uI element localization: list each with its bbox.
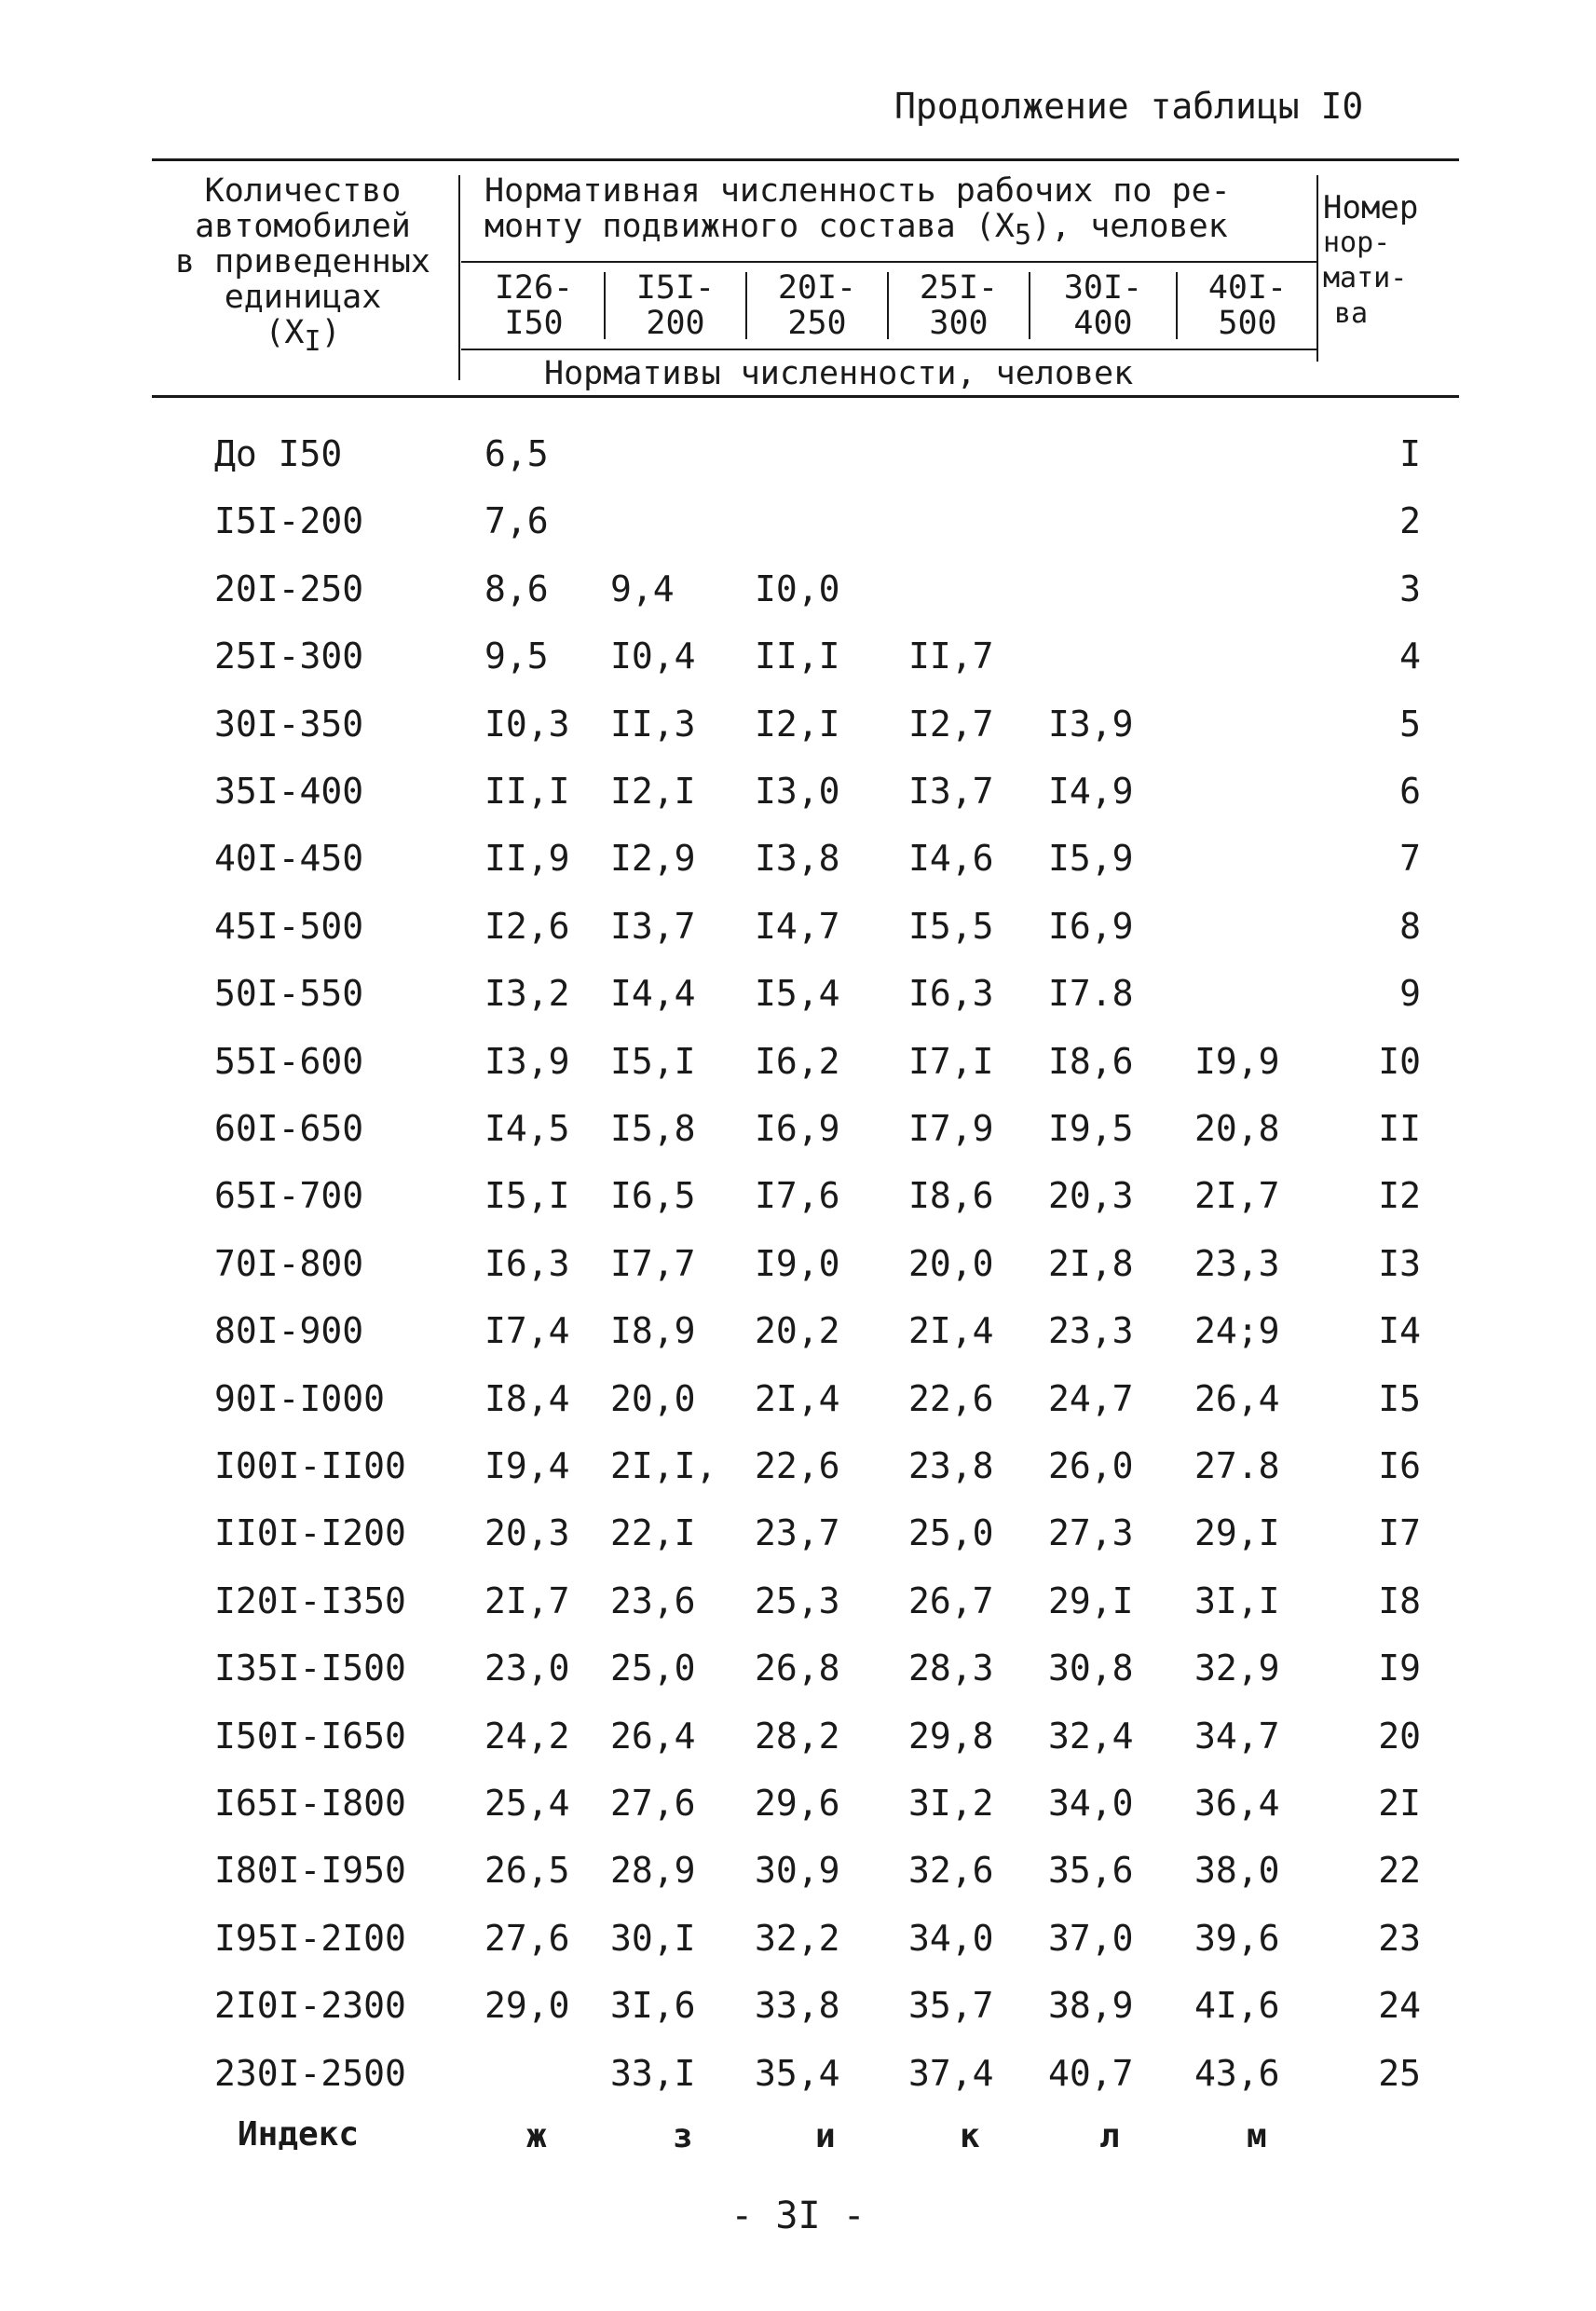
norms-divider-rule bbox=[461, 349, 1318, 350]
table-cell: 3I,6 bbox=[610, 1985, 696, 2026]
table-cell: I4,9 bbox=[1048, 771, 1134, 812]
table-cell: 35,7 bbox=[908, 1985, 994, 2026]
table-cell: 26,4 bbox=[610, 1716, 696, 1757]
table-cell: I6,3 bbox=[484, 1243, 570, 1284]
table-cell: 27.8 bbox=[1194, 1445, 1280, 1486]
table-cell: 29,I bbox=[1194, 1512, 1280, 1553]
table-cell: I8,6 bbox=[1048, 1041, 1134, 1082]
norm-number: I0 bbox=[1378, 1041, 1421, 1082]
norm-number: 3 bbox=[1399, 568, 1421, 609]
table-cell: 23,0 bbox=[484, 1648, 570, 1689]
range-separator bbox=[745, 272, 747, 339]
table-cell: 22,6 bbox=[755, 1445, 840, 1486]
table-cell: 2I,8 bbox=[1048, 1243, 1134, 1284]
norm-number: 7 bbox=[1399, 838, 1421, 879]
table-cell: 38,0 bbox=[1194, 1850, 1280, 1891]
table-cell: 9,5 bbox=[484, 636, 549, 677]
table-cell: 20,3 bbox=[1048, 1175, 1134, 1216]
table-cell: 28,2 bbox=[755, 1716, 840, 1757]
range-header: I5I- 200 bbox=[635, 269, 716, 342]
table-cell: 2I,4 bbox=[908, 1310, 994, 1351]
table-cell: 33,I bbox=[610, 2053, 696, 2094]
normative-column-title: Нормативная численность рабочих по ре- монту подвижного состава $(X_5)$, человек bbox=[484, 172, 1231, 252]
row-label: I20I-I350 bbox=[214, 1580, 406, 1621]
table-cell: 27,3 bbox=[1048, 1512, 1134, 1553]
table-cell: II,I bbox=[755, 636, 840, 677]
table-cell: I9,4 bbox=[484, 1445, 570, 1486]
continuation-title: Продолжение таблицы I0 bbox=[894, 86, 1364, 127]
table-cell: 22,I bbox=[610, 1512, 696, 1553]
norm-number: 24 bbox=[1378, 1985, 1421, 2026]
norm-number: 6 bbox=[1399, 771, 1421, 812]
table-cell: 32,6 bbox=[908, 1850, 994, 1891]
norm-number: 25 bbox=[1378, 2053, 1421, 2094]
table-cell: 9,4 bbox=[610, 568, 675, 609]
norm-number: 20 bbox=[1378, 1716, 1421, 1757]
table-cell: 28,3 bbox=[908, 1648, 994, 1689]
table-cell: I5,8 bbox=[610, 1108, 696, 1149]
table-cell: 3I,I bbox=[1194, 1580, 1280, 1621]
index-row-label: Индекс bbox=[238, 2115, 360, 2154]
table-cell: 39,6 bbox=[1194, 1918, 1280, 1959]
norm-number: I2 bbox=[1378, 1175, 1421, 1216]
table-cell: I3,9 bbox=[1048, 704, 1134, 745]
row-label: I65I-I800 bbox=[214, 1783, 406, 1824]
row-label: До I50 bbox=[214, 433, 343, 474]
table-cell: 25,3 bbox=[755, 1580, 840, 1621]
index-cell: ж bbox=[526, 2117, 547, 2155]
table-cell: 25,0 bbox=[908, 1512, 994, 1553]
norm-number: 8 bbox=[1399, 906, 1421, 947]
row-label: I50I-I650 bbox=[214, 1716, 406, 1757]
table-cell: 26,8 bbox=[755, 1648, 840, 1689]
table-cell: 22,6 bbox=[908, 1378, 994, 1419]
index-cell: з bbox=[673, 2117, 693, 2155]
row-label: 20I-250 bbox=[214, 568, 364, 609]
row-label: 230I-2500 bbox=[214, 2053, 406, 2094]
table-cell: I4,6 bbox=[908, 838, 994, 879]
table-cell: I7,4 bbox=[484, 1310, 570, 1351]
number-column-header: Номер нор- мати- ва bbox=[1323, 189, 1419, 330]
table-cell: 29,I bbox=[1048, 1580, 1134, 1621]
table-cell: I6,5 bbox=[610, 1175, 696, 1216]
range-separator bbox=[1029, 272, 1030, 339]
norm-number: I bbox=[1399, 433, 1421, 474]
table-cell: I2,7 bbox=[908, 704, 994, 745]
table-cell: I7.8 bbox=[1048, 973, 1134, 1014]
table-cell: I5,I bbox=[610, 1041, 696, 1082]
table-cell: I7,I bbox=[908, 1041, 994, 1082]
table-cell: II,7 bbox=[908, 636, 994, 677]
table-cell: II,9 bbox=[484, 838, 570, 879]
table-cell: I8,9 bbox=[610, 1310, 696, 1351]
table-cell: 24,7 bbox=[1048, 1378, 1134, 1419]
table-cell: I9,5 bbox=[1048, 1108, 1134, 1149]
table-cell: 35,6 bbox=[1048, 1850, 1134, 1891]
range-header: 40I- 500 bbox=[1207, 269, 1288, 342]
row-label: 30I-350 bbox=[214, 704, 364, 745]
norm-number: 9 bbox=[1399, 973, 1421, 1014]
index-cell: л bbox=[1099, 2117, 1120, 2155]
row-label: I35I-I500 bbox=[214, 1648, 406, 1689]
row-label: I95I-2I00 bbox=[214, 1918, 406, 1959]
table-cell: I2,I bbox=[755, 704, 840, 745]
table-cell: 20,3 bbox=[484, 1512, 570, 1553]
table-cell: I5,5 bbox=[908, 906, 994, 947]
table-cell: I2,6 bbox=[484, 906, 570, 947]
row-label: I00I-II00 bbox=[214, 1445, 406, 1486]
index-cell: к bbox=[960, 2117, 980, 2155]
table-cell: I3,2 bbox=[484, 973, 570, 1014]
norm-number: I3 bbox=[1378, 1243, 1421, 1284]
table-cell: 34,0 bbox=[1048, 1783, 1134, 1824]
table-cell: 29,0 bbox=[484, 1985, 570, 2026]
table-cell: I8,6 bbox=[908, 1175, 994, 1216]
table-cell: 2I,I, bbox=[610, 1445, 717, 1486]
table-cell: 25,0 bbox=[610, 1648, 696, 1689]
table-cell: I2,9 bbox=[610, 838, 696, 879]
table-cell: I3,7 bbox=[610, 906, 696, 947]
header-separator-left bbox=[458, 175, 460, 380]
table-cell: 23,6 bbox=[610, 1580, 696, 1621]
table-cell: 23,8 bbox=[908, 1445, 994, 1486]
table-cell: 43,6 bbox=[1194, 2053, 1280, 2094]
table-cell: 20,0 bbox=[610, 1378, 696, 1419]
table-cell: 8,6 bbox=[484, 568, 549, 609]
table-cell: 26,4 bbox=[1194, 1378, 1280, 1419]
table-cell: 26,5 bbox=[484, 1850, 570, 1891]
table-cell: I5,I bbox=[484, 1175, 570, 1216]
table-cell: 29,6 bbox=[755, 1783, 840, 1824]
table-cell: 20,2 bbox=[755, 1310, 840, 1351]
table-cell: 23,7 bbox=[755, 1512, 840, 1553]
table-cell: I6,9 bbox=[755, 1108, 840, 1149]
table-cell: 4I,6 bbox=[1194, 1985, 1280, 2026]
table-cell: 33,8 bbox=[755, 1985, 840, 2026]
norm-number: I4 bbox=[1378, 1310, 1421, 1351]
table-cell: I3,0 bbox=[755, 771, 840, 812]
norm-number: 22 bbox=[1378, 1850, 1421, 1891]
table-cell: I3,7 bbox=[908, 771, 994, 812]
range-divider-rule bbox=[461, 261, 1318, 263]
table-cell: 2I,7 bbox=[1194, 1175, 1280, 1216]
header-separator-right bbox=[1316, 175, 1318, 362]
table-cell: I5,4 bbox=[755, 973, 840, 1014]
table-cell: I7,7 bbox=[610, 1243, 696, 1284]
norm-number: 2 bbox=[1399, 500, 1421, 541]
row-label: 35I-400 bbox=[214, 771, 364, 812]
table-cell: 30,I bbox=[610, 1918, 696, 1959]
table-cell: 32,9 bbox=[1194, 1648, 1280, 1689]
table-cell: 37,4 bbox=[908, 2053, 994, 2094]
table-cell: 2I,7 bbox=[484, 1580, 570, 1621]
range-header: I26- I50 bbox=[494, 269, 574, 342]
norm-number: 4 bbox=[1399, 636, 1421, 677]
row-label: I5I-200 bbox=[214, 500, 364, 541]
norm-number: I6 bbox=[1378, 1445, 1421, 1486]
row-label: II0I-I200 bbox=[214, 1512, 406, 1553]
index-cell: м bbox=[1247, 2117, 1267, 2155]
table-cell: 37,0 bbox=[1048, 1918, 1134, 1959]
table-cell: 35,4 bbox=[755, 2053, 840, 2094]
table-cell: I3,9 bbox=[484, 1041, 570, 1082]
range-separator bbox=[604, 272, 606, 339]
norm-number: I9 bbox=[1378, 1648, 1421, 1689]
table-cell: 32,2 bbox=[755, 1918, 840, 1959]
table-cell: I9,9 bbox=[1194, 1041, 1280, 1082]
norm-number: II bbox=[1378, 1108, 1421, 1149]
table-header-bottom-rule bbox=[152, 395, 1459, 398]
row-label: 2I0I-2300 bbox=[214, 1985, 406, 2026]
table-cell: 20,8 bbox=[1194, 1108, 1280, 1149]
norm-number: 23 bbox=[1378, 1918, 1421, 1959]
row-label: 80I-900 bbox=[214, 1310, 364, 1351]
table-cell: I2,I bbox=[610, 771, 696, 812]
table-cell: 28,9 bbox=[610, 1850, 696, 1891]
table-cell: 30,8 bbox=[1048, 1648, 1134, 1689]
table-cell: 2I,4 bbox=[755, 1378, 840, 1419]
table-cell: I8,4 bbox=[484, 1378, 570, 1419]
table-cell: 23,3 bbox=[1194, 1243, 1280, 1284]
row-label: I80I-I950 bbox=[214, 1850, 406, 1891]
index-cell: и bbox=[815, 2117, 836, 2155]
row-label: 60I-650 bbox=[214, 1108, 364, 1149]
table-cell: 20,0 bbox=[908, 1243, 994, 1284]
table-cell: 34,7 bbox=[1194, 1716, 1280, 1757]
table-cell: 38,9 bbox=[1048, 1985, 1134, 2026]
row-label: 25I-300 bbox=[214, 636, 364, 677]
table-cell: 6,5 bbox=[484, 433, 549, 474]
table-cell: II,3 bbox=[610, 704, 696, 745]
table-cell: 32,4 bbox=[1048, 1716, 1134, 1757]
quantity-column-header: Количество автомобилей в приведенных единицах $(X_I)$ bbox=[175, 172, 430, 358]
row-label: 70I-800 bbox=[214, 1243, 364, 1284]
table-cell: 27,6 bbox=[484, 1918, 570, 1959]
range-separator bbox=[1176, 272, 1178, 339]
table-cell: I6,3 bbox=[908, 973, 994, 1014]
page-number: - 3I - bbox=[730, 2195, 866, 2237]
row-label: 90I-I000 bbox=[214, 1378, 386, 1419]
table-cell: 27,6 bbox=[610, 1783, 696, 1824]
table-cell: I7,6 bbox=[755, 1175, 840, 1216]
row-label: 65I-700 bbox=[214, 1175, 364, 1216]
table-cell: I4,4 bbox=[610, 973, 696, 1014]
table-cell: I7,9 bbox=[908, 1108, 994, 1149]
table-cell: 3I,2 bbox=[908, 1783, 994, 1824]
range-separator bbox=[887, 272, 889, 339]
range-header: 25I- 300 bbox=[919, 269, 999, 342]
table-cell: 24,2 bbox=[484, 1716, 570, 1757]
norm-number: 5 bbox=[1399, 704, 1421, 745]
table-cell: I6,2 bbox=[755, 1041, 840, 1082]
range-header: 20I- 250 bbox=[777, 269, 857, 342]
table-cell: II,I bbox=[484, 771, 570, 812]
norm-number: 2I bbox=[1378, 1783, 1421, 1824]
table-cell: I0,0 bbox=[755, 568, 840, 609]
norm-number: I5 bbox=[1378, 1378, 1421, 1419]
row-label: 50I-550 bbox=[214, 973, 364, 1014]
table-cell: 36,4 bbox=[1194, 1783, 1280, 1824]
table-cell: 7,6 bbox=[484, 500, 549, 541]
row-label: 55I-600 bbox=[214, 1041, 364, 1082]
table-top-rule bbox=[152, 158, 1459, 161]
table-cell: I4,7 bbox=[755, 906, 840, 947]
table-cell: 24;9 bbox=[1194, 1310, 1280, 1351]
table-cell: I4,5 bbox=[484, 1108, 570, 1149]
table-cell: 26,7 bbox=[908, 1580, 994, 1621]
table-cell: 25,4 bbox=[484, 1783, 570, 1824]
row-label: 40I-450 bbox=[214, 838, 364, 879]
row-label: 45I-500 bbox=[214, 906, 364, 947]
norm-number: I8 bbox=[1378, 1580, 1421, 1621]
range-header: 30I- 400 bbox=[1063, 269, 1143, 342]
table-cell: I3,8 bbox=[755, 838, 840, 879]
table-cell: 30,9 bbox=[755, 1850, 840, 1891]
norms-subheader: Нормативы численности, человек bbox=[544, 355, 1134, 392]
table-cell: I5,9 bbox=[1048, 838, 1134, 879]
table-cell: I9,0 bbox=[755, 1243, 840, 1284]
table-cell: 26,0 bbox=[1048, 1445, 1134, 1486]
table-cell: 29,8 bbox=[908, 1716, 994, 1757]
norm-number: I7 bbox=[1378, 1512, 1421, 1553]
table-cell: I0,3 bbox=[484, 704, 570, 745]
table-cell: 34,0 bbox=[908, 1918, 994, 1959]
table-cell: I6,9 bbox=[1048, 906, 1134, 947]
table-cell: I0,4 bbox=[610, 636, 696, 677]
table-cell: 23,3 bbox=[1048, 1310, 1134, 1351]
table-cell: 40,7 bbox=[1048, 2053, 1134, 2094]
